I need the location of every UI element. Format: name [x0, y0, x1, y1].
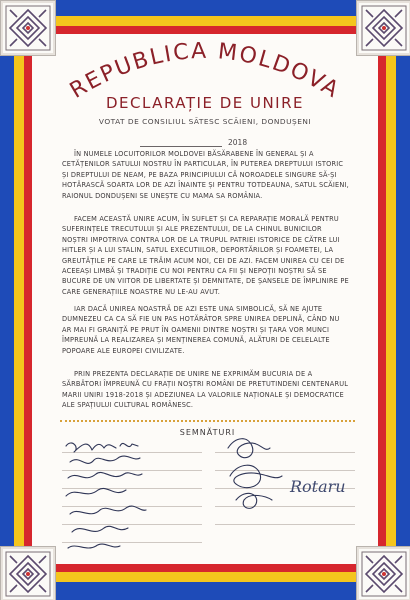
- corner-ornament-icon: [356, 546, 410, 600]
- signature-line: [215, 524, 355, 525]
- signatures-heading: SEMNĂTURI: [179, 428, 236, 437]
- border-red-left: [24, 0, 32, 600]
- svg-text:REPUBLICA MOLDOVA: [66, 39, 344, 100]
- border-yellow-left: [14, 0, 24, 600]
- corner-ornament-icon: [356, 0, 410, 56]
- border-blue-top: [0, 0, 410, 16]
- signature-line: [215, 506, 355, 507]
- date-blank-line: [140, 146, 222, 147]
- date-year: 2018: [228, 138, 248, 147]
- border-yellow-top: [0, 16, 410, 26]
- signature-line: [215, 470, 355, 471]
- border-yellow-right: [386, 0, 396, 600]
- border-yellow-bottom: [0, 572, 410, 582]
- border-blue-right: [396, 0, 410, 600]
- signature-line: [215, 452, 355, 453]
- signature-name: Rotaru: [290, 477, 346, 496]
- border-red-right: [378, 0, 386, 600]
- signature-line: [62, 452, 202, 453]
- title-arc: [60, 30, 350, 100]
- signature-line: [62, 506, 202, 507]
- border-red-bottom: [0, 564, 410, 572]
- border-blue-left: [0, 0, 14, 600]
- border-blue-bottom: [0, 582, 410, 600]
- corner-ornament-icon: [0, 0, 56, 56]
- paragraph-3: IAR DACĂ UNIREA NOASTRĂ DE AZI ESTE UNA SIMBOLICĂ, SĂ NE AJUTE DUMNEZEU CA CA SĂ FIE UN PAS HOTĂRÂTOR SPRE UNIREA DEPLINĂ, CÂND NU AR MAI FI GRANIȚĂ PE PRUT ÎN OAMENII DINTRE NOȘTRI ȘI ȚARA VOR MUNCI ÎMPREUNĂ LA REALIZAREA ȘI MENȚINEREA COMUNĂ, ALĂTURI DE CELELALTE POPOARE ALE EUROPEI CIVILIZATE.: [62, 305, 340, 355]
- signature-line: [62, 542, 202, 543]
- dotted-separator: [60, 420, 355, 422]
- voted-by-line: VOTAT DE CONSILIUL SĂTESC SCĂIENI, DONDUȘENI: [98, 117, 312, 126]
- date-line: [140, 137, 260, 149]
- signature-line: [62, 470, 202, 471]
- signature-line: [62, 488, 202, 489]
- paragraph-2: FACEM ACEASTĂ UNIRE ACUM, ÎN SUFLET ȘI CA REPARAȚIE MORALĂ PENTRU SUFERINȚELE TRECUTULUI ȘI ALE PREZENTULUI, DE LA CHINUL BUNICILOR NOȘTRI IMPOTRIVA CONTRA LOR DE LA TRUPUL PATRIEI ISTORICE DE CĂTRE LUI HITLER ȘI A LUI STALIN, SATUL EXECUTIILOR, DEPORTĂRILOR ȘI FOAMETEI, LA GREUTĂȚILE PE CARE LE TRĂIM ACUM NOI, CEI DE AZI. FACEM UNIREA CU CEI DE ACEEAȘI LIMBĂ ȘI TRADIȚIE CU NOI PENTRU CA FII ȘI NEPOȚII NOȘTRI SĂ SE BUCURE DE UN VIITOR DE LIBERTATE ȘI DEMNITATE, DE ȘANSELE DE ÎMPLINIRE PE CARE GENERAȚIILE NOASTRE NU LE-AU AVUT.: [62, 215, 349, 296]
- signature-line: [62, 524, 202, 525]
- declaration-heading: DECLARAȚIE DE UNIRE: [105, 94, 305, 112]
- paragraph-4: PRIN PREZENTA DECLARAȚIE DE UNIRE NE EXPRIMĂM BUCURIA DE A SĂRBĂTORI ÎMPREUNĂ CU FRAȚII NOȘTRI ROMÂNI DE PRETUTINDENI CENTENARUL MARII UNIRI 1918-2018 ȘI ADEZIUNEA LA VALORILE NAȚIONALE ȘI DEMOCRATICE ALE SPAȚIULUI CULTURAL ROMÂNESC.: [62, 370, 349, 410]
- paragraph-1: ÎN NUMELE LOCUITORILOR MOLDOVEI BĂSĂRABENE ÎN GENERAL ȘI A CETĂȚENILOR SATULUI NOSTRU ÎN PARTICULAR, ÎN PUTEREA DREPTULUI ISTORIC ȘI DREPTULUI DE NEAM, PE BAZA PRINCIPIULUI CĂ NOROADELE SINGURE SĂ-ȘI HOTĂRASCĂ SOARTA LOR DE AZI ÎNAINTE ȘI PENTRU TOTDEAUNA, SATUL SCĂIENI, RAIONUL DONDUȘENI SE UNEȘTE CU MAMA SA ROMÂNIA.: [62, 150, 349, 200]
- document-title: REPUBLICA MOLDOVA: [65, 38, 345, 100]
- corner-ornament-icon: [0, 546, 56, 600]
